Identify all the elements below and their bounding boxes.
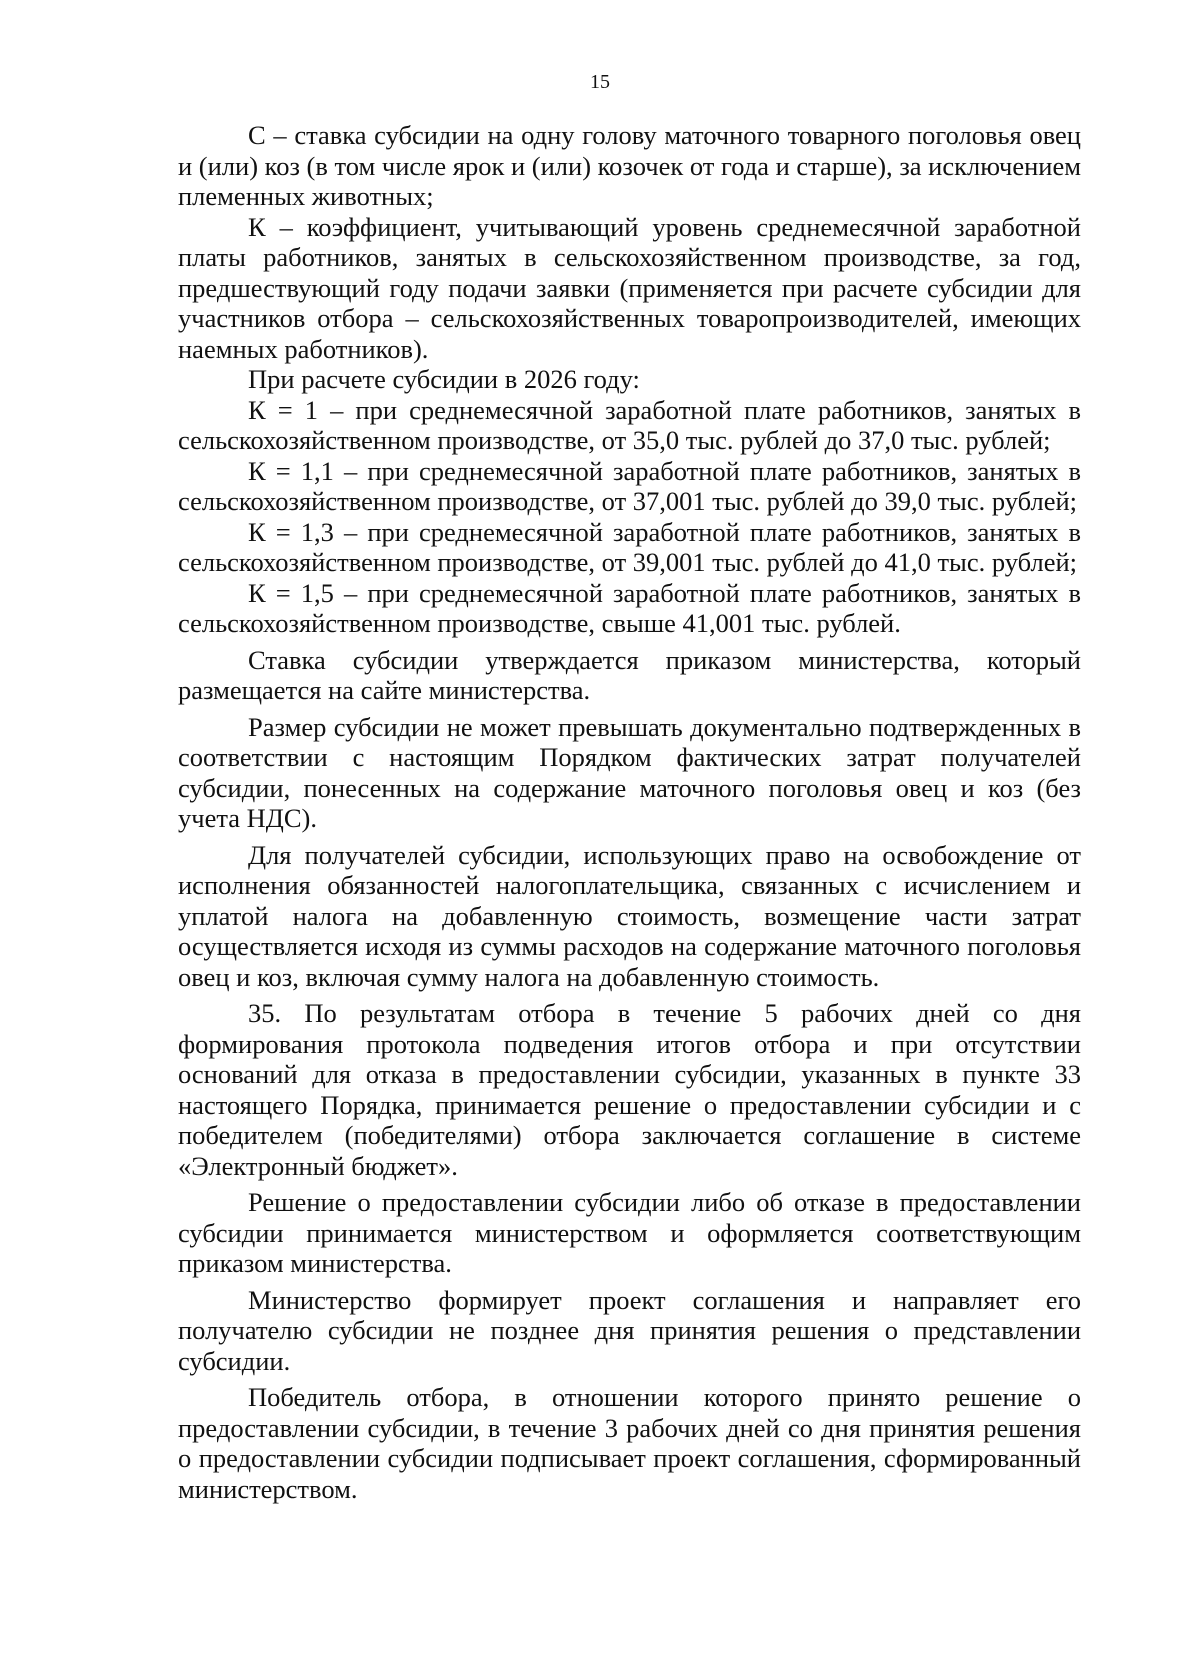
- paragraph-calculation-2026: При расчете субсидии в 2026 году:: [248, 364, 640, 394]
- paragraph-winner-signs: Победитель отбора, в отношении которого принято решение о предоставлении субсидии, в течение 3 рабочих дней со дня принятия решения о предоставлении субсидии подписывает проект соглашения, сформированный министерством.: [178, 1382, 1081, 1504]
- paragraph-coefficient-definition: К – коэффициент, учитывающий уровень среднемесячной заработной платы работников, занятых в сельскохозяйственном производстве, за год, предшествующий году подачи заявки (применяется при расчете субсидии для участников отбора – сельскохозяйственных товаропроизводителей, имеющих наемных работников).: [178, 211, 1081, 364]
- paragraph-k-1: К = 1 – при среднемесячной заработной плате работников, занятых в сельскохозяйственном производстве, от 35,0 тыс. рублей до 37,0 тыс. рублей;: [178, 394, 1081, 455]
- page-number: 15: [590, 71, 610, 93]
- paragraph-stavka-definition: С – ставка субсидии на одну голову маточного товарного поголовья овец и (или) коз (в том числе ярок и (или) козочек от года и старше), за исключением племенных животных;: [178, 120, 1081, 211]
- paragraph-subsidy-limit: Размер субсидии не может превышать документально подтвержденных в соответствии с настоящим Порядком фактических затрат получателей субсидии, понесенных на содержание маточного поголовья овец и коз (без учета НДС).: [178, 711, 1081, 833]
- paragraph-k-1-1: К = 1,1 – при среднемесячной заработной плате работников, занятых в сельскохозяйственном производстве, от 37,001 тыс. рублей до 39,0 тыс. рублей;: [178, 455, 1081, 516]
- paragraph-k-1-3: К = 1,3 – при среднемесячной заработной плате работников, занятых в сельскохозяйственном производстве, от 39,001 тыс. рублей до 41,0 тыс. рублей;: [178, 516, 1081, 577]
- paragraph-ministry-draft: Министерство формирует проект соглашения и направляет его получателю субсидии не позднее дня принятия решения о представлении субсидии.: [178, 1284, 1081, 1376]
- document-body: [178, 120, 1081, 1510]
- paragraph-vat-exemption: Для получателей субсидии, использующих право на освобождение от исполнения обязанностей налогоплательщика, связанных с исчислением и уплатой налога на добавленную стоимость, возмещение части затрат осуществляется исходя из суммы расходов на содержание маточного поголовья овец и коз, включая сумму налога на добавленную стоимость.: [178, 839, 1081, 992]
- paragraph-item-35: 35. По результатам отбора в течение 5 рабочих дней со дня формирования протокола подведения итогов отбора и при отсутствии оснований для отказа в предоставлении субсидии, указанных в пункте 33 настоящего Порядка, принимается решение о предоставлении субсидии и с победителем (победителями) отбора заключается соглашение в системе «Электронный бюджет».: [178, 998, 1081, 1181]
- paragraph-k-1-5: К = 1,5 – при среднемесячной заработной плате работников, занятых в сельскохозяйственном производстве, свыше 41,001 тыс. рублей.: [178, 577, 1081, 638]
- paragraph-decision: Решение о предоставлении субсидии либо об отказе в предоставлении субсидии принимается министерством и оформляется соответствующим приказом министерства.: [178, 1187, 1081, 1278]
- paragraph-rate-approval: Ставка субсидии утверждается приказом министерства, который размещается на сайте министерства.: [178, 644, 1081, 705]
